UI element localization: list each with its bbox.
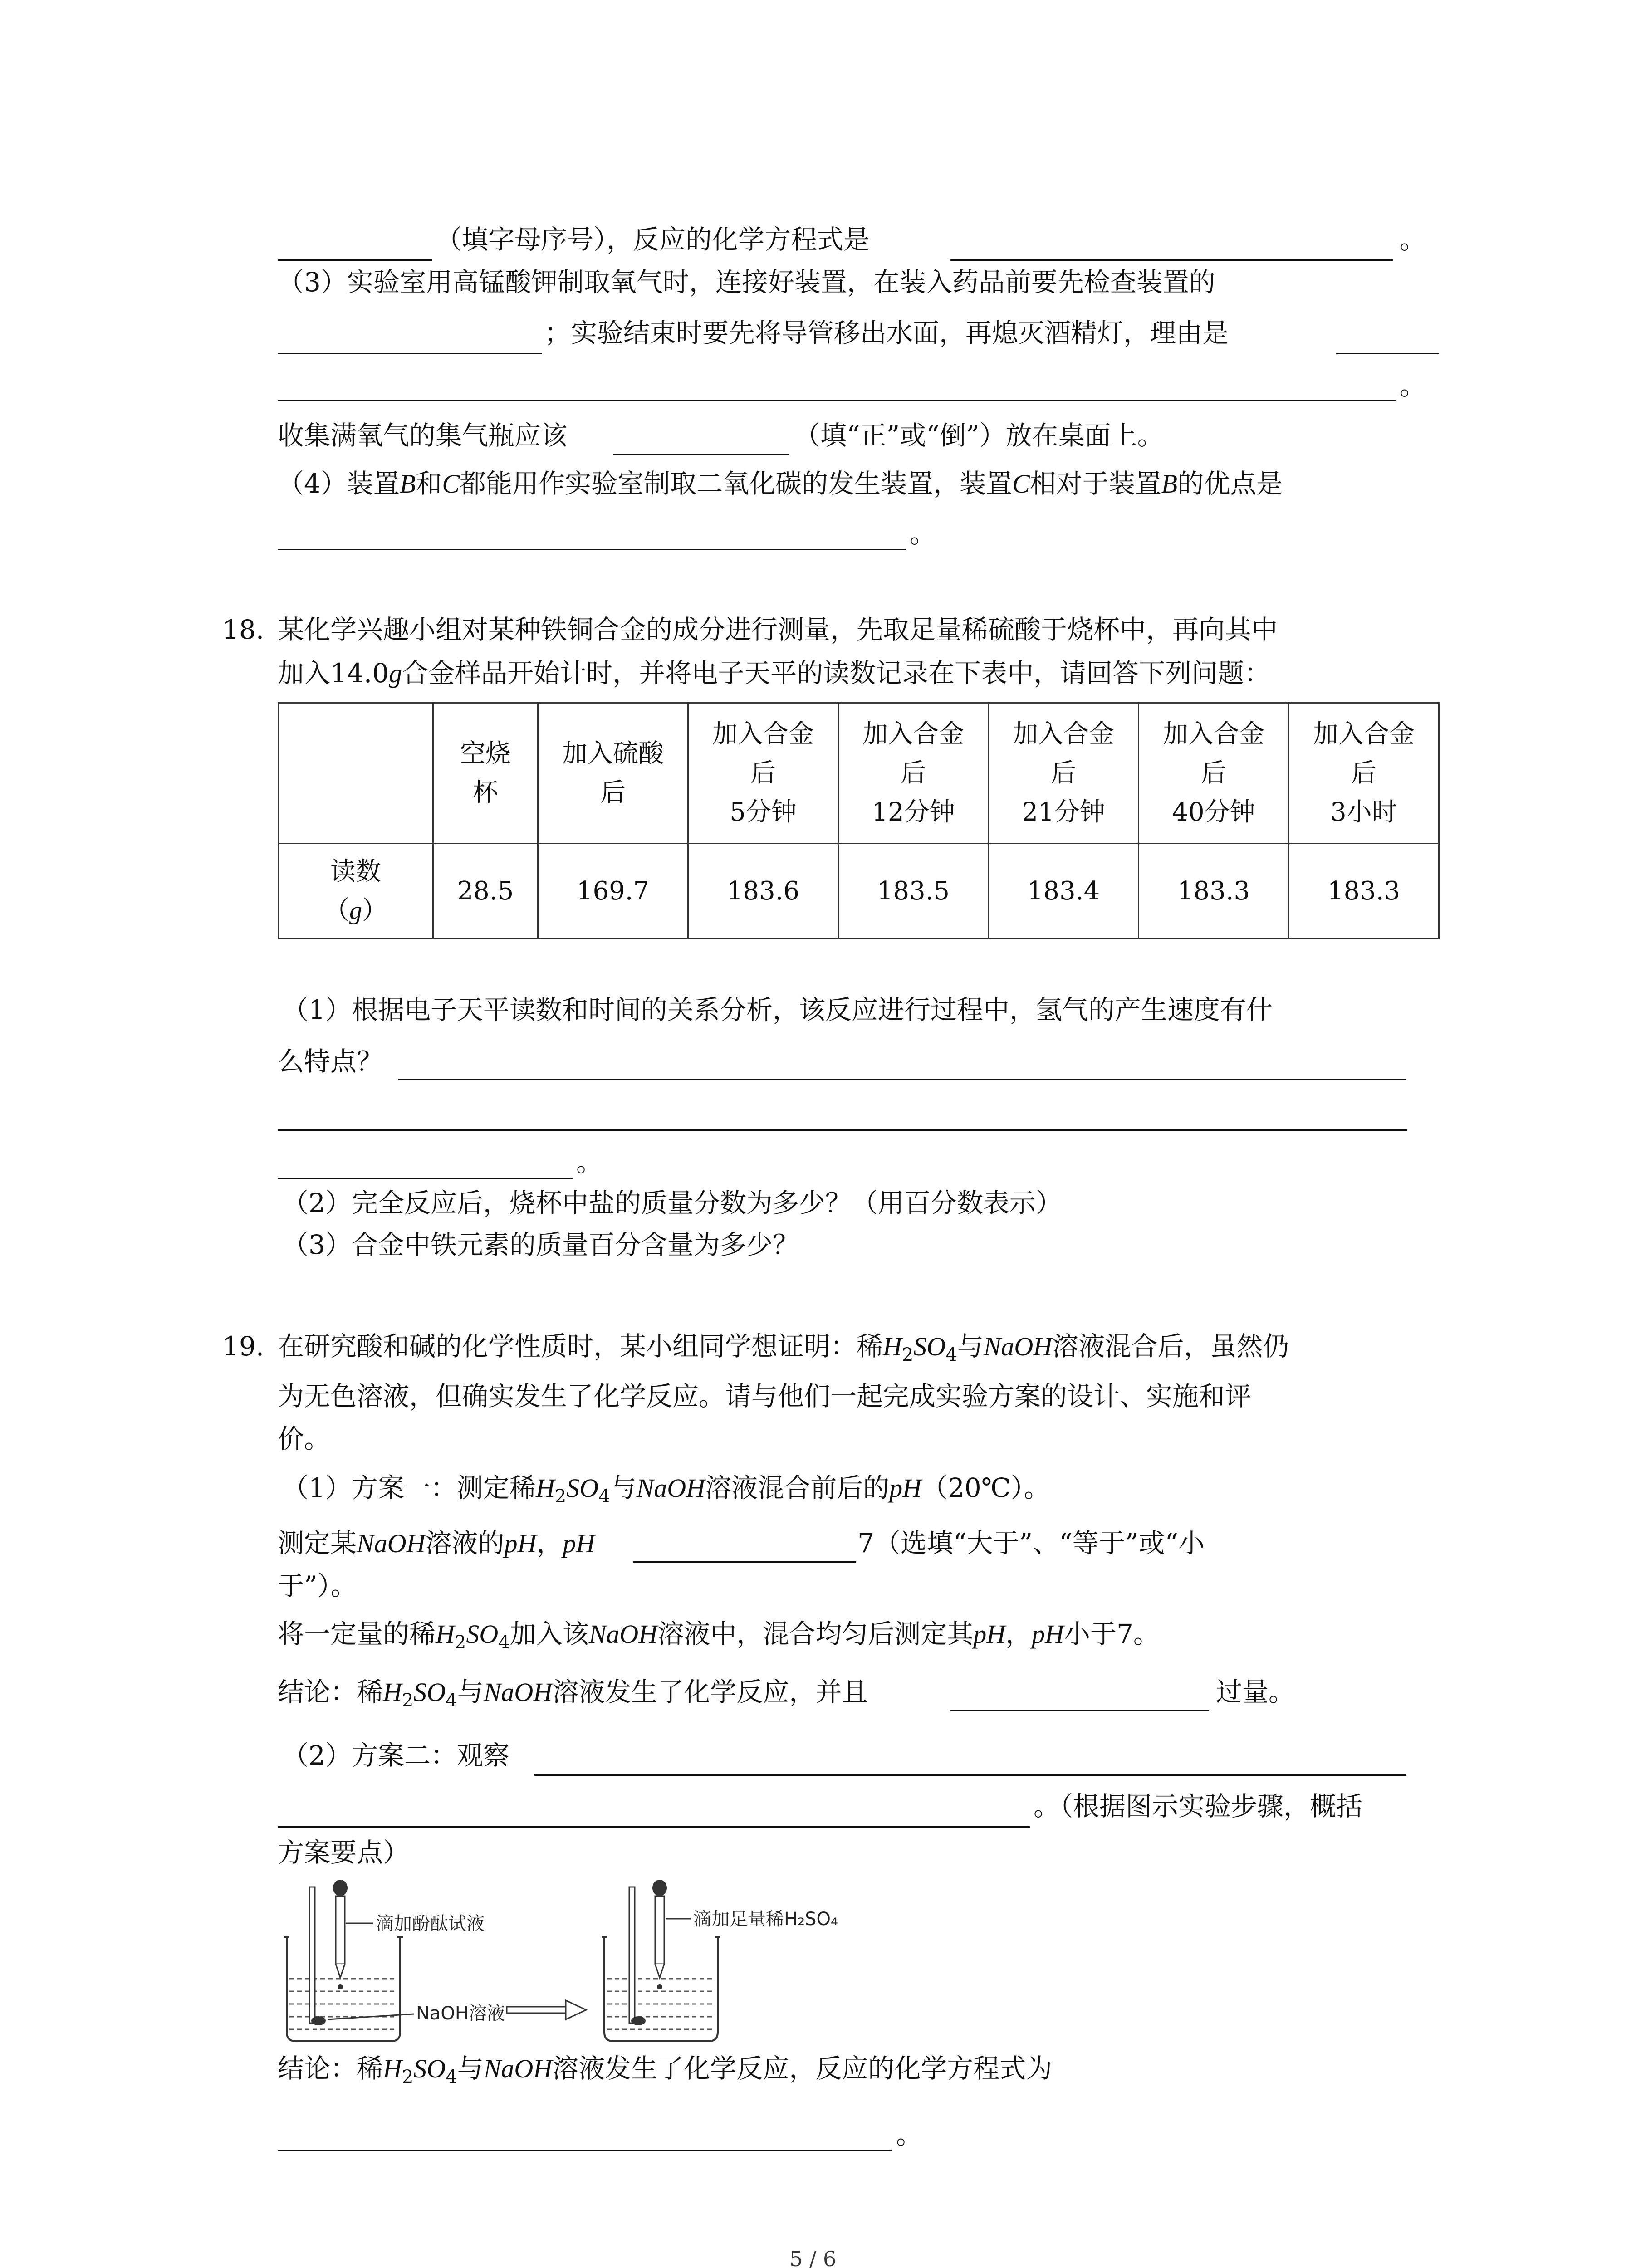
page-number: 5 / 6 bbox=[789, 2247, 837, 2268]
text-span: 溶液的 bbox=[425, 1528, 505, 1559]
text-span: 溶液发生了化学反应，反应的化学方程式为 bbox=[552, 2053, 1053, 2084]
formula-part: NaOH bbox=[483, 1677, 553, 1707]
header-text: 空烧 bbox=[460, 738, 511, 768]
table-cell: 183.3 bbox=[1289, 844, 1439, 939]
formula-part: SO bbox=[913, 1332, 946, 1361]
text-line bbox=[278, 1328, 1289, 1373]
answer-blank[interactable] bbox=[278, 259, 432, 261]
table-header-cell bbox=[1289, 703, 1439, 844]
text-span: 结论：稀 bbox=[278, 1677, 383, 1707]
text-line bbox=[278, 2050, 1052, 2095]
table-cell: 183.6 bbox=[688, 844, 838, 939]
header-text: 加入合金 bbox=[862, 719, 964, 749]
header-text: 加入合金 bbox=[1163, 719, 1264, 749]
header-text: 21分钟 bbox=[1022, 797, 1105, 827]
figure-label: 滴加足量稀H₂SO₄ bbox=[693, 1909, 838, 1930]
table-corner-cell bbox=[279, 703, 433, 844]
text-span: ， bbox=[1005, 1618, 1032, 1649]
figure-label: 滴加酚酞试液 bbox=[376, 1913, 485, 1934]
text-line bbox=[278, 1525, 595, 1562]
formula-subscript: 2 bbox=[554, 1486, 567, 1507]
formula-part: pH bbox=[1032, 1619, 1064, 1649]
text-line bbox=[278, 1616, 1160, 1661]
arrow-icon bbox=[507, 2000, 586, 2019]
text-line: （2）方案二：观察 bbox=[282, 1740, 509, 1771]
formula-part: NaOH bbox=[636, 1473, 705, 1503]
text-line bbox=[278, 655, 1270, 692]
answer-blank[interactable] bbox=[950, 1710, 1209, 1711]
formula-part: pH bbox=[973, 1619, 1006, 1649]
formula-part: H bbox=[383, 1677, 402, 1707]
table-header-cell bbox=[989, 703, 1139, 844]
text-span: 将一定量的稀 bbox=[278, 1618, 436, 1649]
text-span: 合金样品开始计时，并将电子天平的读数记录在下表中，请回答下列问题： bbox=[402, 658, 1271, 689]
text-line: 么特点？ bbox=[278, 1046, 383, 1077]
text-line: 收集满氧气的集气瓶应该 bbox=[278, 420, 568, 451]
text-line: ；实验结束时要先将导管移出水面，再熄灭酒精灯，理由是 bbox=[544, 318, 1229, 348]
formula-subscript: 2 bbox=[454, 1632, 466, 1653]
text-line bbox=[278, 465, 1283, 502]
formula-part: pH bbox=[889, 1473, 921, 1503]
text-line: 方案要点） bbox=[278, 1837, 410, 1868]
formula-part: H bbox=[436, 1619, 455, 1649]
header-text: 后 bbox=[1351, 758, 1376, 788]
text-span: 的优点是 bbox=[1177, 468, 1283, 499]
answer-blank[interactable] bbox=[534, 1774, 1406, 1776]
math-var: g bbox=[389, 659, 402, 688]
text-line: （3）合金中铁元素的质量百分含量为多少？ bbox=[282, 1229, 799, 1260]
header-text: 加入合金 bbox=[712, 719, 814, 749]
formula-part: H bbox=[535, 1473, 555, 1503]
text-line: 。 bbox=[896, 2119, 923, 2150]
experiment-figure bbox=[278, 1878, 913, 2050]
formula-part: H bbox=[383, 2054, 402, 2083]
text-span: 溶液混合前后的 bbox=[705, 1472, 890, 1503]
formula-part: SO bbox=[413, 2054, 446, 2083]
formula-subscript: 2 bbox=[402, 1690, 414, 1711]
formula-part: pH bbox=[504, 1529, 537, 1558]
table-header-cell bbox=[838, 703, 989, 844]
header-text: 40分钟 bbox=[1172, 797, 1255, 827]
text-span: 与 bbox=[957, 1331, 984, 1362]
text-line: （2）完全反应后，烧杯中盐的质量分数为多少？（用百分数表示） bbox=[282, 1188, 1062, 1218]
text-span: 溶液中，混合均匀后测定其 bbox=[657, 1618, 974, 1649]
answer-blank[interactable] bbox=[278, 1826, 1030, 1828]
formula-part: NaOH bbox=[483, 2054, 553, 2083]
text-line bbox=[278, 1674, 868, 1719]
text-span: ， bbox=[536, 1528, 563, 1559]
text-span: 结论：稀 bbox=[278, 2053, 383, 2084]
answer-blank[interactable] bbox=[278, 400, 1396, 401]
glass-rod-icon bbox=[629, 1887, 646, 2025]
text-span: 加入14.0 bbox=[278, 658, 389, 689]
question-number: 18. bbox=[222, 614, 265, 645]
formula-subscript: 4 bbox=[598, 1486, 610, 1507]
header-text: 杯 bbox=[473, 777, 498, 807]
text-span: 加入该 bbox=[509, 1618, 589, 1649]
formula-part: H bbox=[883, 1332, 902, 1361]
math-var: B bbox=[399, 469, 416, 499]
header-text: 12分钟 bbox=[872, 797, 955, 827]
data-table bbox=[278, 702, 1440, 939]
formula-part: NaOH bbox=[357, 1529, 426, 1558]
row-label: 读数 bbox=[330, 856, 381, 886]
text-line: 。 bbox=[576, 1147, 603, 1178]
text-line: 。 bbox=[1400, 370, 1426, 401]
formula-part: SO bbox=[466, 1619, 499, 1649]
text-line: 7（选填“大于”、“等于”或“小 bbox=[857, 1528, 1205, 1559]
table-header-cell bbox=[433, 703, 538, 844]
dropper-icon bbox=[333, 1880, 348, 1989]
answer-blank[interactable] bbox=[278, 2150, 892, 2151]
formula-part: NaOH bbox=[588, 1619, 658, 1649]
text-span: （20℃）。 bbox=[921, 1472, 1050, 1503]
text-span: 测定某 bbox=[278, 1528, 357, 1559]
text-line: 过量。 bbox=[1216, 1677, 1295, 1707]
formula-subscript: 2 bbox=[901, 1344, 914, 1365]
text-line: 。 bbox=[1400, 224, 1426, 255]
text-span: （1）方案一：测定稀 bbox=[282, 1472, 536, 1503]
text-span: 和 bbox=[416, 468, 442, 499]
dropper-icon bbox=[652, 1880, 667, 1989]
text-span: 与 bbox=[610, 1472, 637, 1503]
header-text: 3小时 bbox=[1330, 797, 1397, 827]
math-var: C bbox=[442, 469, 460, 499]
text-line: 价。 bbox=[278, 1423, 331, 1454]
text-line: （填“正”或“倒”）放在桌面上。 bbox=[794, 420, 1164, 451]
figure-label: NaOH溶液 bbox=[416, 2003, 505, 2024]
answer-blank[interactable] bbox=[278, 353, 542, 354]
answer-blank[interactable] bbox=[613, 454, 789, 455]
table-cell: 169.7 bbox=[538, 844, 688, 939]
text-span: 相对于装置 bbox=[1029, 468, 1161, 499]
answer-blank[interactable] bbox=[278, 549, 906, 550]
text-span: （4）装置 bbox=[278, 468, 400, 499]
math-var: B bbox=[1161, 469, 1178, 499]
text-span: 与 bbox=[457, 1677, 484, 1707]
header-text: 后 bbox=[600, 777, 626, 807]
table-cell: 183.4 bbox=[989, 844, 1139, 939]
formula-subscript: 4 bbox=[498, 1632, 510, 1653]
formula-part: pH bbox=[563, 1529, 595, 1558]
text-line: 为无色溶液，但确实发生了化学反应。请与他们一起完成实验方案的设计、实施和评 bbox=[278, 1381, 1252, 1412]
math-var: C bbox=[1012, 469, 1030, 499]
row-label: ） bbox=[362, 895, 387, 925]
question-number: 19. bbox=[222, 1331, 265, 1362]
math-var: g bbox=[349, 896, 362, 925]
table-header-cell bbox=[538, 703, 688, 844]
table-header-row bbox=[279, 703, 1439, 844]
text-line: （3）实验室用高锰酸钾制取氧气时，连接好装置，在装入药品前要先检查装置的 bbox=[278, 267, 1215, 298]
header-text: 后 bbox=[750, 758, 776, 788]
text-line: 某化学兴趣小组对某种铁铜合金的成分进行测量，先取足量稀硫酸于烧杯中，再向其中 bbox=[278, 614, 1278, 645]
row-label-cell bbox=[279, 844, 433, 939]
text-line: 。（根据图示实验步骤，概括 bbox=[1034, 1791, 1363, 1822]
header-text: 加入合金 bbox=[1013, 719, 1114, 749]
formula-subscript: 4 bbox=[446, 1690, 457, 1711]
text-span: 在研究酸和碱的化学性质时，某小组同学想证明：稀 bbox=[278, 1331, 883, 1362]
answer-blank[interactable] bbox=[633, 1561, 856, 1563]
text-line: 。 bbox=[910, 518, 936, 549]
text-span: 溶液混合后，虽然仍 bbox=[1052, 1331, 1289, 1362]
formula-subscript: 2 bbox=[402, 2067, 414, 2087]
text-line bbox=[282, 1470, 1050, 1515]
row-label: （ bbox=[324, 895, 349, 925]
formula-subscript: 4 bbox=[945, 1344, 957, 1365]
answer-blank[interactable] bbox=[278, 1178, 573, 1179]
header-text: 后 bbox=[1051, 758, 1076, 788]
formula-part: SO bbox=[413, 1677, 446, 1707]
header-text: 加入合金 bbox=[1313, 719, 1415, 749]
formula-part: SO bbox=[566, 1473, 599, 1503]
formula-subscript: 4 bbox=[446, 2067, 457, 2087]
header-text: 后 bbox=[1201, 758, 1226, 788]
table-header-cell bbox=[1139, 703, 1289, 844]
answer-blank[interactable] bbox=[278, 1129, 1407, 1131]
text-span: 与 bbox=[457, 2053, 484, 2084]
table-header-cell bbox=[688, 703, 838, 844]
answer-blank[interactable] bbox=[398, 1079, 1406, 1080]
table-cell: 183.3 bbox=[1139, 844, 1289, 939]
text-line: （1）根据电子天平读数和时间的关系分析，该反应进行过程中，氢气的产生速度有什 bbox=[282, 994, 1273, 1025]
answer-blank[interactable] bbox=[1336, 353, 1439, 354]
header-text: 后 bbox=[901, 758, 926, 788]
table-cell: 183.5 bbox=[838, 844, 989, 939]
table-row bbox=[279, 844, 1439, 939]
text-span: 都能用作实验室制取二氧化碳的发生装置，装置 bbox=[460, 468, 1013, 499]
text-span: 溶液发生了化学反应，并且 bbox=[552, 1677, 868, 1707]
formula-part: NaOH bbox=[983, 1332, 1053, 1361]
text-line: 于”）。 bbox=[278, 1570, 357, 1601]
answer-blank[interactable] bbox=[950, 259, 1393, 261]
text-line: （填字母序号），反应的化学方程式是 bbox=[436, 224, 870, 255]
header-text: 5分钟 bbox=[730, 797, 797, 827]
text-span: 小于7。 bbox=[1064, 1618, 1160, 1649]
table-cell: 28.5 bbox=[433, 844, 538, 939]
header-text: 加入硫酸 bbox=[562, 738, 664, 768]
